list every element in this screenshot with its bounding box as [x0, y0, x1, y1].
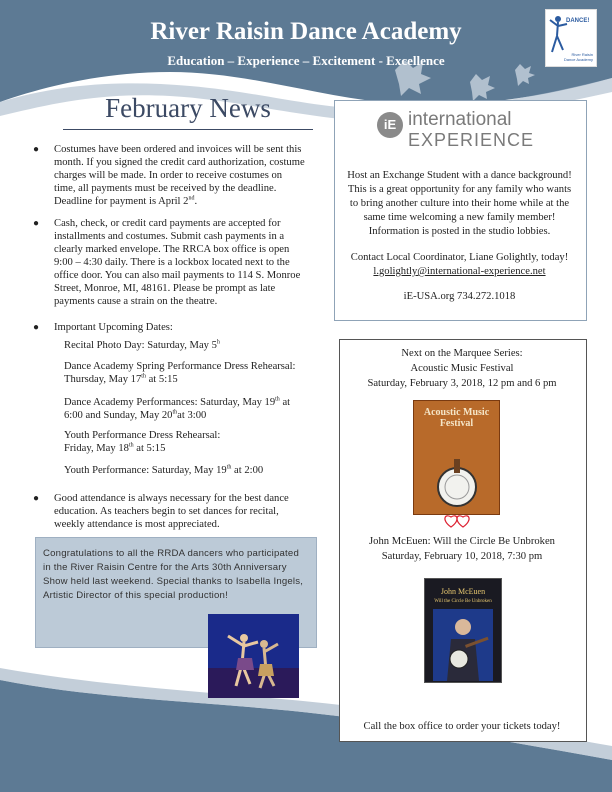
ie-email-link[interactable]: l.golightly@international-experience.net [373, 266, 546, 277]
academy-logo [545, 9, 597, 67]
news-item-costumes: Costumes have been ordered and invoices will be sent this month. If you signed the credit card authorization, costume charges will be made. In order to receive costumes on time, all payments must be received by the deadline. Deadline for payment is April 2nd. [54, 144, 305, 207]
event2-title: John McEuen: Will the Circle Be Unbroken [369, 536, 555, 547]
ie-contact: Contact Local Coordinator, Liane Golightly, today! [350, 252, 569, 263]
performer-icon [433, 609, 493, 681]
bullet-icon: ● [32, 144, 40, 155]
ie-web-phone: iE-USA.org 734.272.1018 [403, 291, 516, 302]
marquee-heading: Next on the Marquee Series: [401, 348, 523, 359]
news-item-attendance: Good attendance is always necessary for the best dance education. As teachers begin to set dances for recital, weekly attendance is most appreciated. [54, 493, 289, 530]
news-item-payments: Cash, check, or credit card payments are accepted for installments and costumes. Submit cash payments in a clearly marked envelope. The RRCA box office is open 9:00 – 4:30 daily. There is a lockbox located next to the office door. You can also mail payments to 114 S. Monroe Street, Monroe, MI, 48161. Please be prompt as late payments cause a strain on the theatre. [54, 218, 301, 307]
poster2-name: John McEuen [440, 587, 486, 596]
bullet-icon: ● [32, 322, 40, 333]
acoustic-festival-poster [413, 400, 500, 515]
date-performances: Dance Academy Performances: Saturday, May 19th at 6:00 and Sunday, May 20that 3:00 [64, 396, 291, 421]
academy-tagline: Education – Experience – Excitement - Excellence [167, 53, 445, 68]
news-title: February News [105, 93, 271, 123]
date-youth-performance: Youth Performance: Saturday, May 19th at 2:00 [64, 464, 264, 476]
bullet-icon: ● [32, 218, 40, 229]
hearts-icon [443, 512, 473, 530]
box-office-cta: Call the box office to order your tickets today! [363, 721, 561, 732]
banjo-icon [432, 459, 482, 509]
poster1-title: Acoustic Music Festival [423, 407, 490, 429]
congrats-text: Congratulations to all the RRDA dancers who participated in the River Raisin Centre for the Arts 30th Anniversary Show held last weekend. Special thanks to Isabella Ingels, Artistic Director of this special production! [43, 548, 304, 601]
academy-title: River Raisin Dance Academy [150, 18, 462, 45]
john-mceuen-poster [424, 578, 502, 683]
event2-date: Saturday, February 10, 2018, 7:30 pm [381, 551, 543, 562]
logo-bottom-text: River Raisin Dance Academy [563, 52, 593, 62]
date-recital-photo: Recital Photo Day: Saturday, May 5$^h$ [64, 339, 220, 351]
ie-logo-text: international EXPERIENCE [408, 109, 535, 150]
event1-date: Saturday, February 3, 2018, 12 pm and 6 pm [367, 378, 557, 389]
date-youth-rehearsal: Youth Performance Dress Rehearsal: Friday, May 18th at 5:15 [64, 430, 221, 454]
event1-title: Acoustic Music Festival [410, 363, 514, 374]
dancers-photo [208, 614, 299, 698]
ie-body: Host an Exchange Student with a dance background! This is a great opportunity for any family who wants to bring another culture into their home while at the same time welcoming a new family member! Information is posted in the studio lobbies. [347, 170, 572, 237]
bullet-icon: ● [32, 493, 40, 504]
logo-top-text: DANCE! [566, 18, 590, 24]
date-spring-rehearsal: Dance Academy Spring Performance Dress Rehearsal: Thursday, May 17th at 5:15 [64, 361, 296, 385]
poster2-title: Will the Circle Be Unbroken [434, 599, 492, 604]
ie-logo-mark: iE [377, 112, 403, 138]
upcoming-dates-heading: Important Upcoming Dates: [54, 322, 173, 333]
news-title-rule [63, 129, 313, 130]
